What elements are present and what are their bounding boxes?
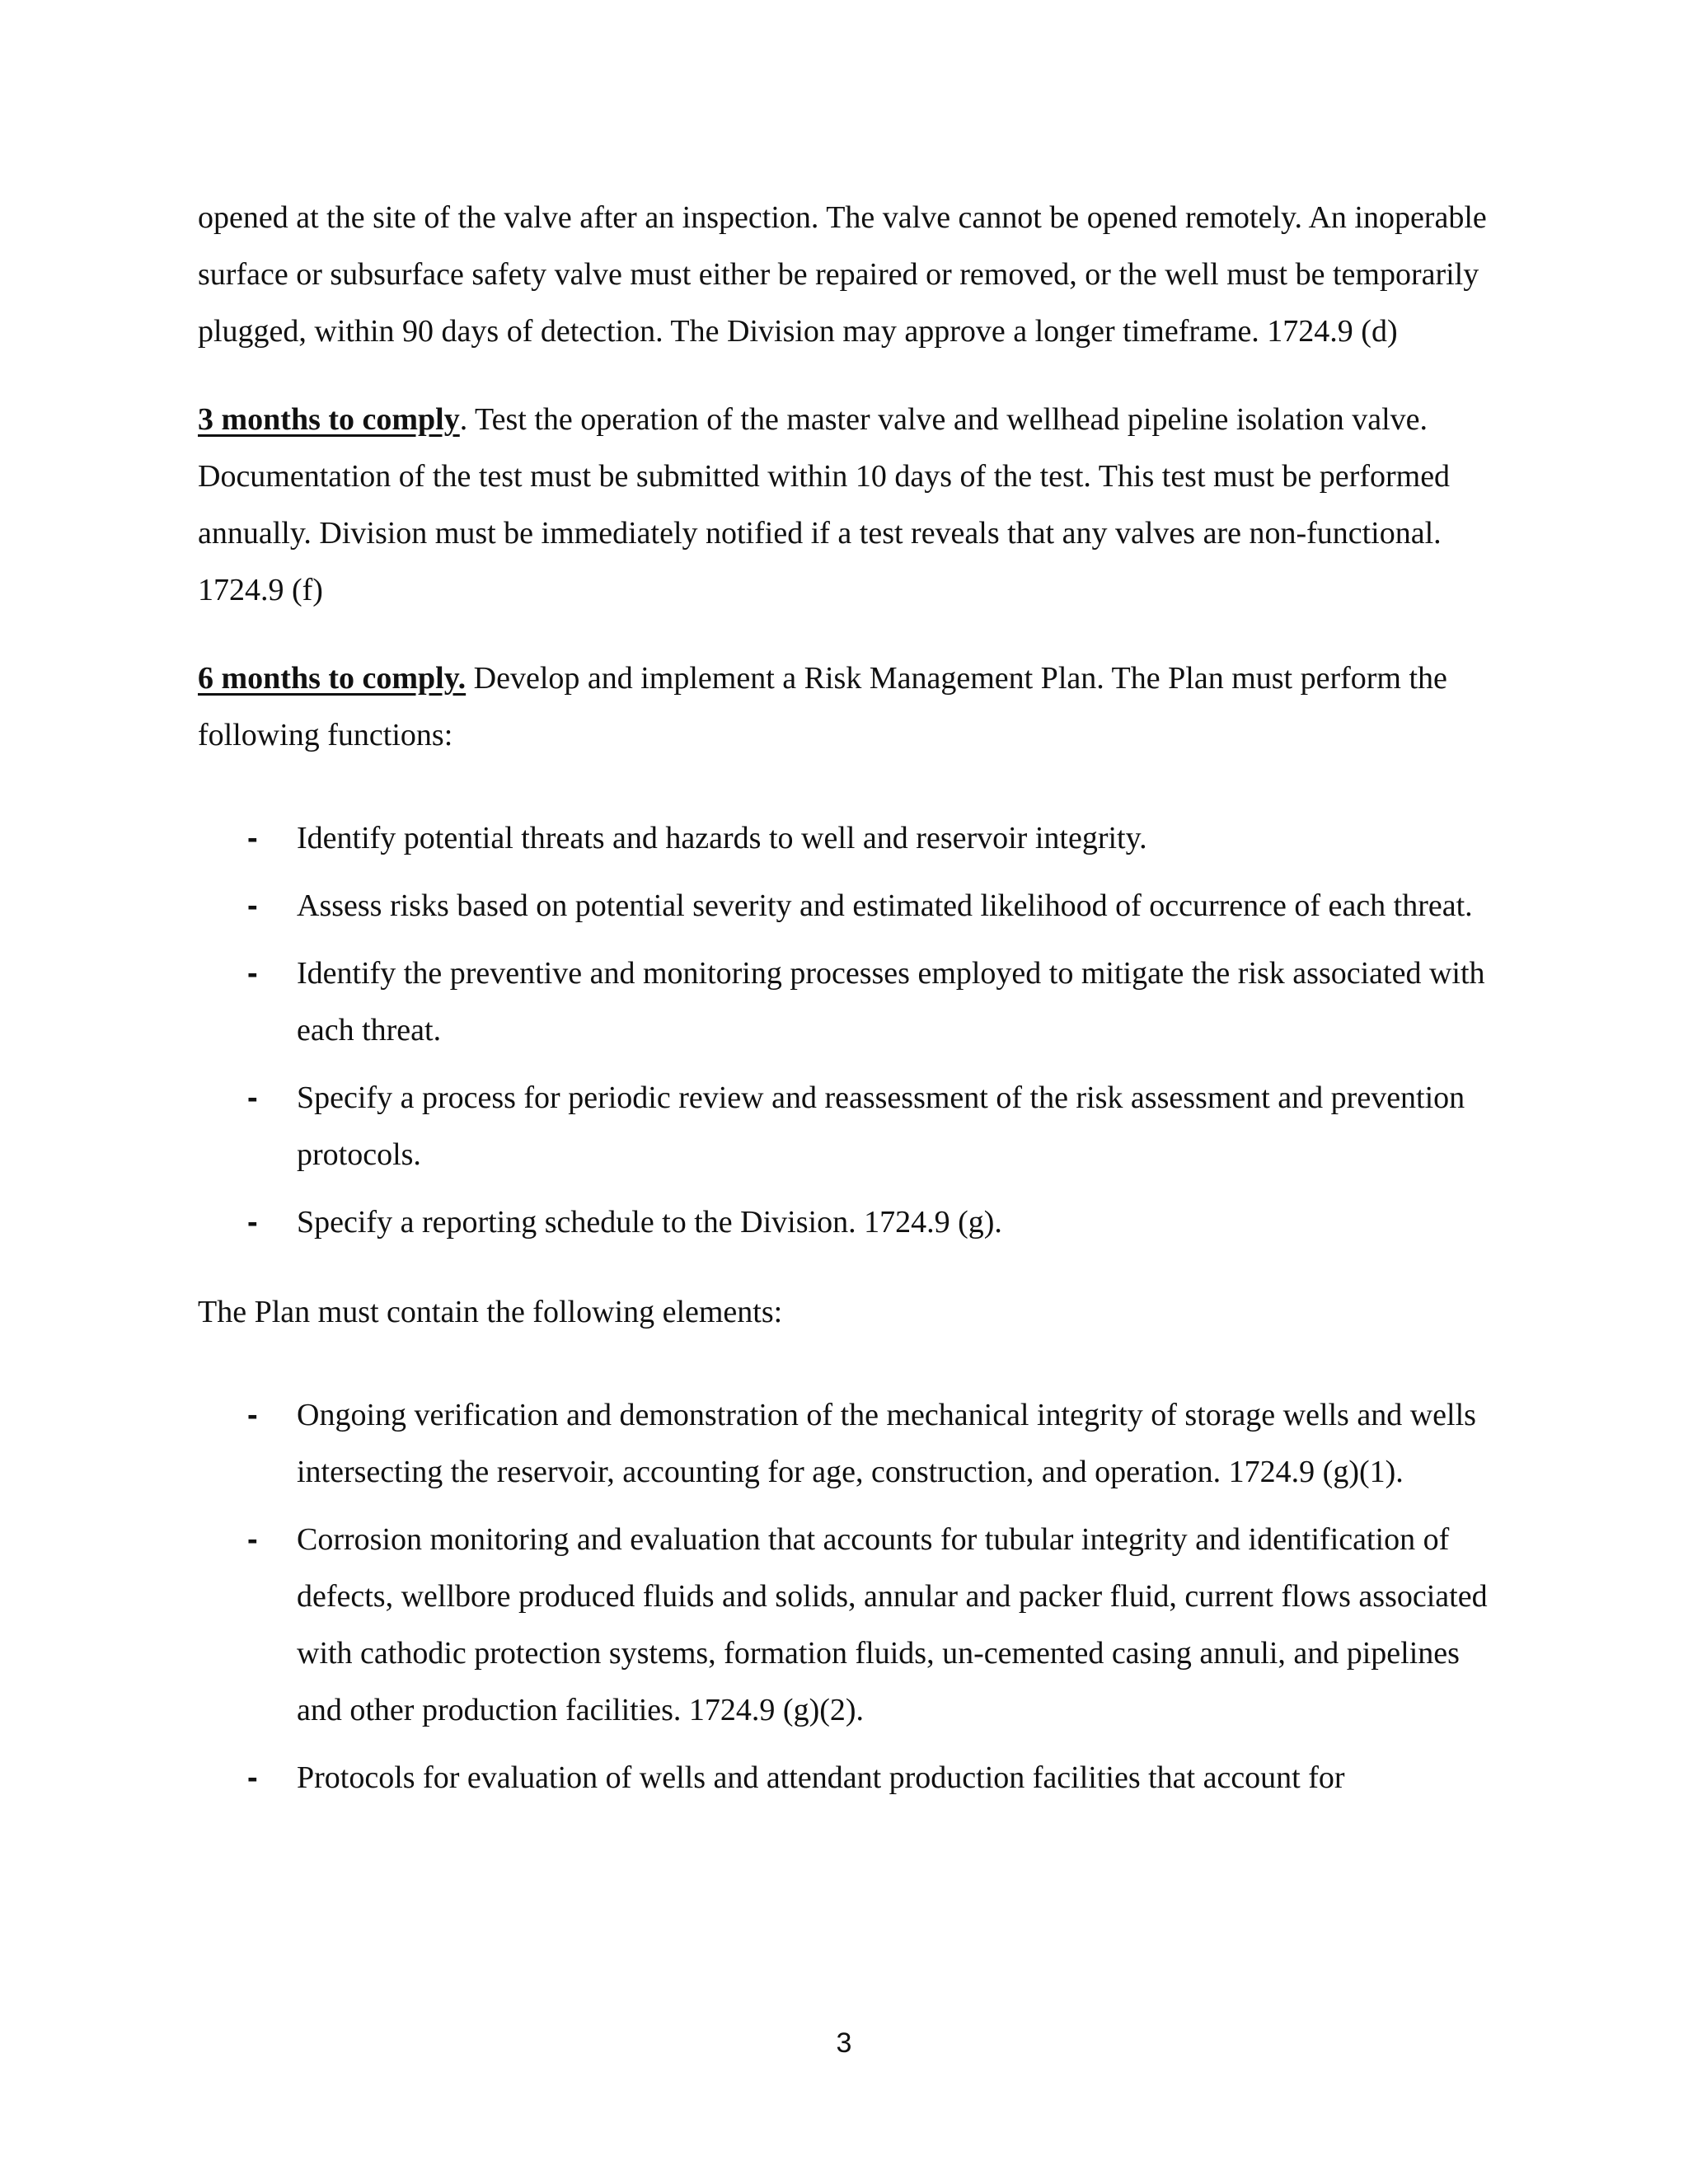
dash-bullet: -	[247, 1205, 258, 1240]
dash-bullet: -	[247, 1760, 258, 1795]
elements-list	[198, 1387, 1492, 1807]
page-number: 3	[836, 2027, 852, 2059]
list-item	[198, 945, 1492, 1059]
list-item	[198, 810, 1492, 867]
list-item	[198, 1194, 1492, 1251]
dash-bullet: -	[247, 1080, 258, 1115]
paragraph-3-months	[198, 391, 1492, 619]
heading-3-months: 3 months to comply	[198, 402, 460, 437]
dash-bullet: -	[247, 956, 258, 991]
paragraph-elements-intro: The Plan must contain the following elements:	[198, 1295, 783, 1329]
paragraph-6-months	[198, 650, 1492, 764]
list-item-text: Assess risks based on potential severity and estimated likelihood of occurrence of each threat.	[297, 888, 1473, 923]
dash-bullet: -	[247, 888, 258, 923]
list-item-text: Identify potential threats and hazards to well and reservoir integrity.	[297, 821, 1147, 855]
list-item	[198, 1387, 1492, 1501]
list-item-text: Specify a reporting schedule to the Division. 1724.9 (g).	[297, 1205, 1002, 1240]
list-item-text: Protocols for evaluation of wells and attendant production facilities that account for	[297, 1760, 1345, 1795]
list-item	[198, 1511, 1492, 1739]
list-item	[198, 1070, 1492, 1183]
list-item-text: Ongoing verification and demonstration of the mechanical integrity of storage wells and wells intersecting the reservoir, accounting for age, construction, and operation. 1724.9 (g)(1).	[297, 1398, 1476, 1489]
page-content	[198, 190, 1492, 1840]
list-item	[198, 1750, 1492, 1807]
heading-6-months: 6 months to comply.	[198, 661, 467, 696]
list-item-text: Specify a process for periodic review and reassessment of the risk assessment and prevention protocols.	[297, 1080, 1465, 1172]
dash-bullet: -	[247, 821, 258, 855]
list-item-text: Corrosion monitoring and evaluation that accounts for tubular integrity and identification of defects, wellbore produced fluids and solids, annular and packer fluid, current flows associated with cathodic protection systems, formation fluids, un-cemented casing annuli, and pipelines and other production facilities. 1724.9 (g)(2).	[297, 1522, 1488, 1727]
list-item-text: Identify the preventive and monitoring processes employed to mitigate the risk associated with each threat.	[297, 956, 1485, 1047]
functions-list	[198, 810, 1492, 1251]
text-3-months: . Test the operation of the master valve and wellhead pipeline isolation valve. Documentation of the test must be submitted within 10 days of the test. This test must be performed annually. Division must be immediately notified if a test reveals that any valves are non-functional. 1724.9 (f)	[198, 402, 1451, 607]
dash-bullet: -	[247, 1522, 258, 1557]
list-item	[198, 878, 1492, 935]
paragraph-valve-inspection: opened at the site of the valve after an inspection. The valve cannot be opened remotely. An inoperable surface or subsurface safety valve must either be repaired or removed, or the well must be temporarily plugged, within 90 days of detection. The Division may approve a longer timeframe. 1724.9 (d)	[198, 200, 1487, 349]
text-6-months: Develop and implement a Risk Management Plan. The Plan must perform the following functions:	[198, 661, 1447, 752]
dash-bullet: -	[247, 1398, 258, 1432]
